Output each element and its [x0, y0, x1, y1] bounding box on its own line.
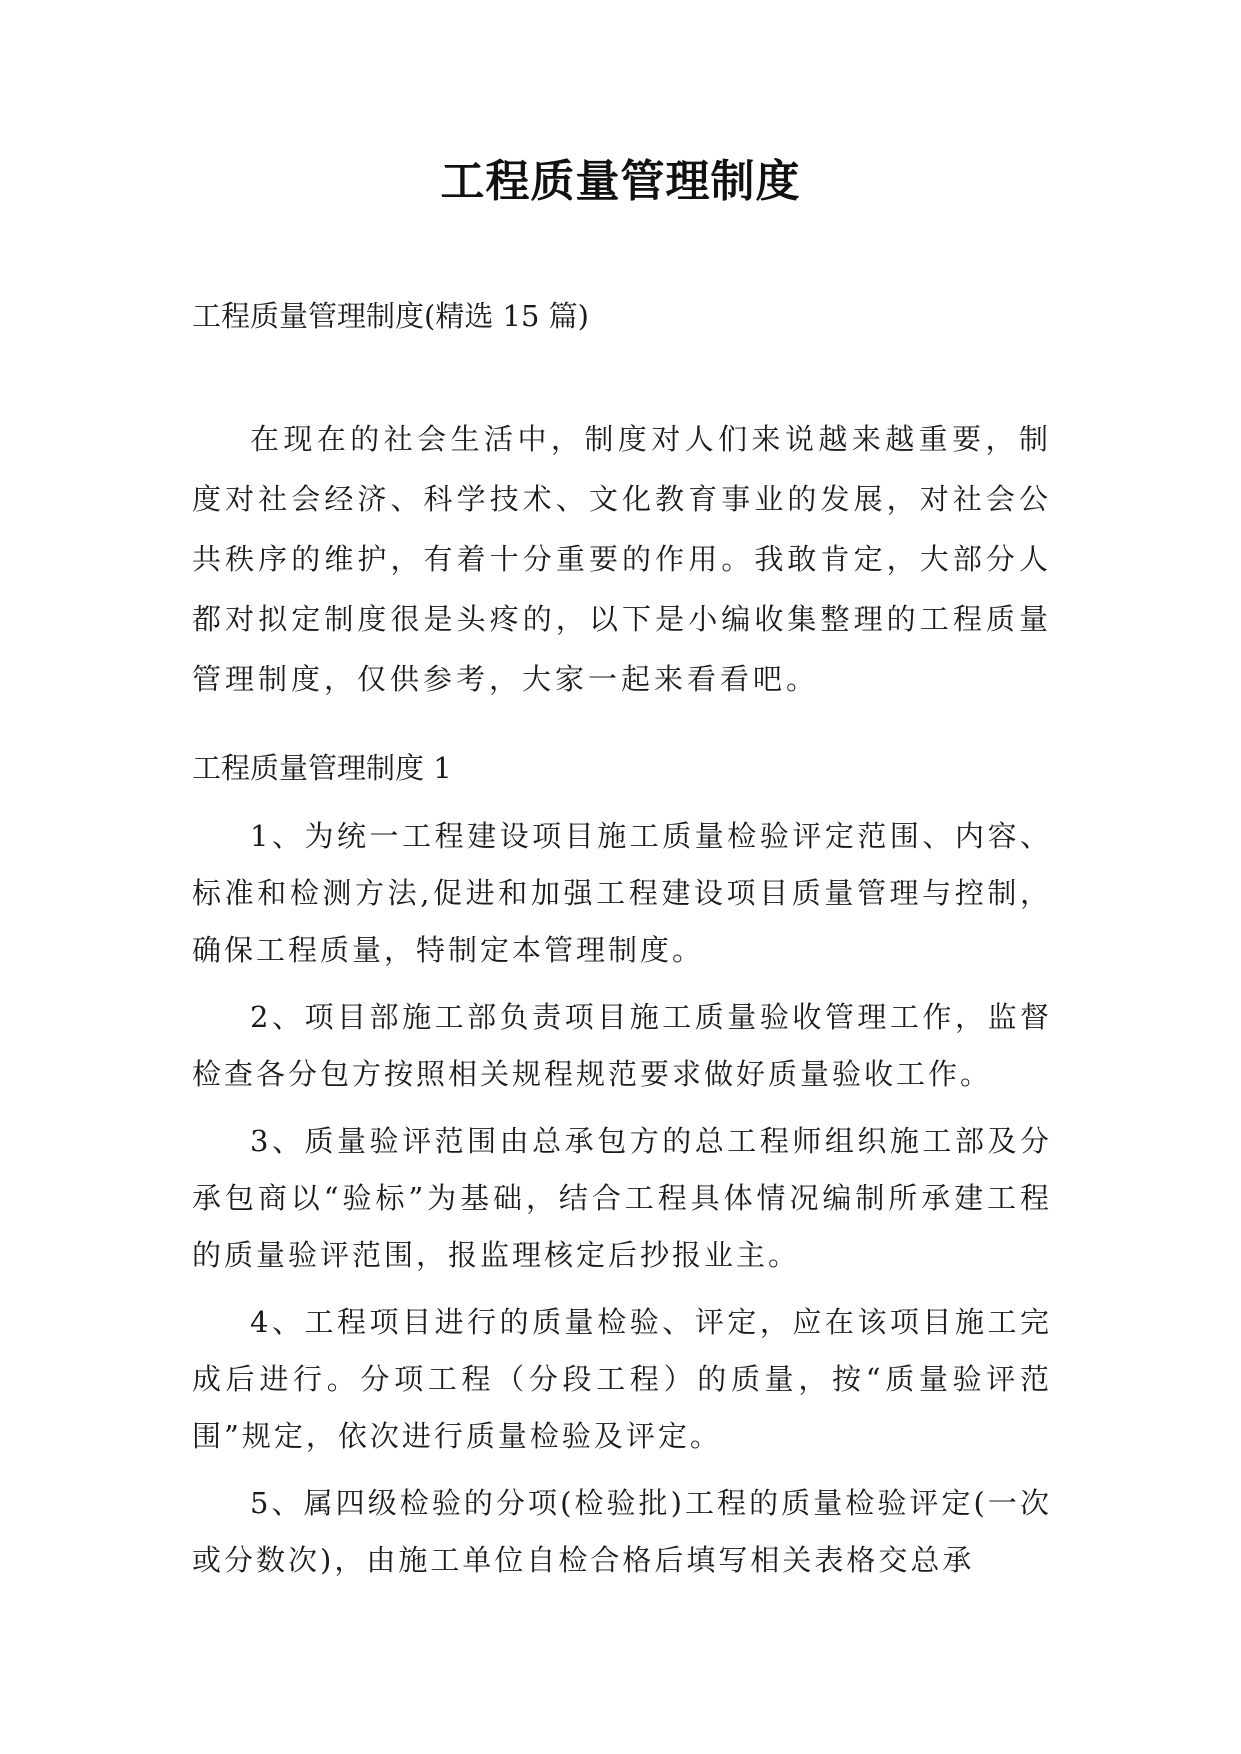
list-item: 3、质量验评范围由总承包方的总工程师组织施工部及分承包商以“验标”为基础，结合工程具体情况编制所承建工程的质量验评范围，报监理核定后抄报业主。 [192, 1124, 1052, 1272]
document-title: 工程质量管理制度 [440, 156, 801, 207]
list-item: 1、为统一工程建设项目施工质量检验评定范围、内容、标准和检测方法,促进和加强工程建设项目质量管理与控制，确保工程质量，特制定本管理制度。 [192, 819, 1052, 967]
document-subtitle: 工程质量管理制度(精选 15 篇) [192, 299, 589, 333]
section-items [192, 808, 1052, 1599]
section-heading: 工程质量管理制度 1 [192, 751, 452, 785]
list-item: 2、项目部施工部负责项目施工质量验收管理工作，监督检查各分包方按照相关规程规范要求做好质量验收工作。 [192, 1000, 1052, 1091]
list-item: 5、属四级检验的分项(检验批)工程的质量检验评定(一次或分数次)，由施工单位自检合格后填写相关表格交总承 [192, 1486, 1052, 1577]
intro-paragraph: 在现在的社会生活中，制度对人们来说越来越重要，制度对社会经济、科学技术、文化教育事业的发展，对社会公共秩序的维护，有着十分重要的作用。我敢肯定，大部分人都对拟定制度很是头疼的，以下是小编收集整理的工程质量管理制度，仅供参考，大家一起来看看吧。 [192, 422, 1052, 696]
list-item: 4、工程项目进行的质量检验、评定，应在该项目施工完成后进行。分项工程（分段工程）的质量，按“质量验评范围”规定，依次进行质量检验及评定。 [192, 1305, 1052, 1453]
